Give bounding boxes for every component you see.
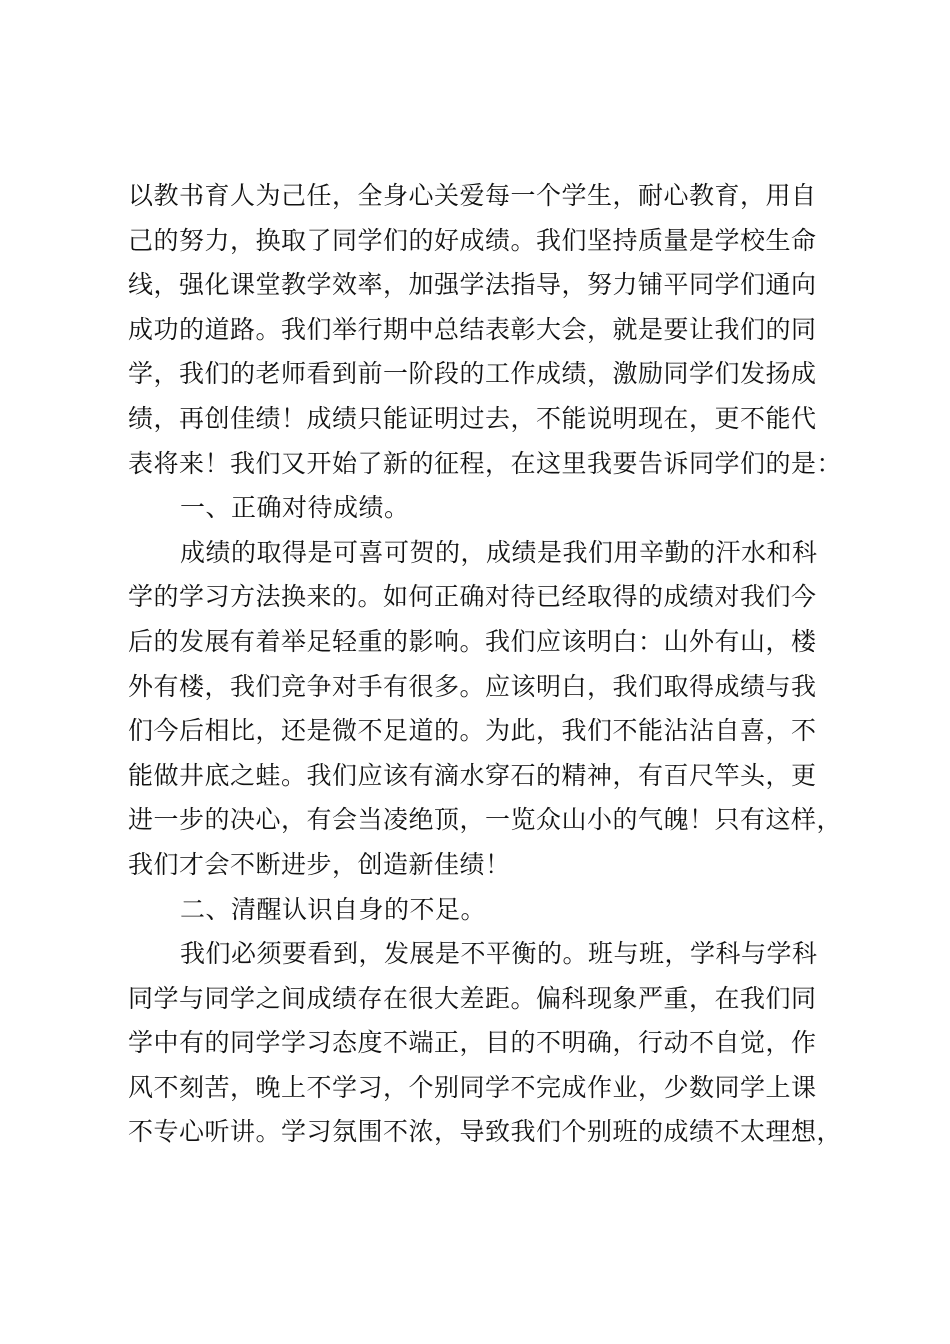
text-line: 线，强化课堂教学效率，加强学法指导，努力铺平同学们通向: [128, 270, 817, 300]
text-line: 成功的道路。我们举行期中总结表彰大会，就是要让我们的同: [128, 314, 817, 344]
text-line: 能做井底之蛙。我们应该有滴水穿石的精神，有百尺竿头，更: [128, 760, 817, 790]
text-line: 们今后相比，还是微不足道的。为此，我们不能沾沾自喜，不: [128, 716, 817, 746]
text-line: 我们才会不断进步，创造新佳绩！: [128, 849, 511, 879]
text-line: 学，我们的老师看到前一阶段的工作成绩，激励同学们发扬成: [128, 359, 817, 389]
text-line: 学中有的同学学习态度不端正，目的不明确，行动不自觉，作: [128, 1028, 817, 1058]
text-line: 绩，再创佳绩！成绩只能证明过去，不能说明现在，更不能代: [128, 403, 817, 433]
text-line: 外有楼，我们竞争对手有很多。应该明白，我们取得成绩与我: [128, 671, 817, 701]
text-line: 同学与同学之间成绩存在很大差距。偏科现象严重，在我们同: [128, 983, 817, 1013]
text-line: 成绩的取得是可喜可贺的，成绩是我们用辛勤的汗水和科: [180, 537, 818, 567]
section-heading: 一、正确对待成绩。: [180, 493, 410, 523]
document-body: [128, 174, 858, 1155]
text-line: 以教书育人为己任，全身心关爱每一个学生，耐心教育，用自: [128, 181, 817, 210]
text-line: 学的学习方法换来的。如何正确对待已经取得的成绩对我们今: [128, 582, 817, 612]
text-line: 表将来！我们又开始了新的征程，在这里我要告诉同学们的是：: [128, 448, 843, 478]
text-line: 进一步的决心，有会当凌绝顶，一览众山小的气魄！只有这样，: [128, 805, 843, 835]
text-line: 我们必须要看到，发展是不平衡的。班与班，学科与学科: [180, 939, 818, 969]
text-line: 己的努力，换取了同学们的好成绩。我们坚持质量是学校生命: [128, 225, 817, 255]
section-heading: 二、清醒认识自身的不足。: [180, 894, 487, 924]
text-line: 不专心听讲。学习氛围不浓，导致我们个别班的成绩不太理想，: [128, 1117, 843, 1147]
text-line: 风不刻苦，晚上不学习，个别同学不完成作业，少数同学上课: [128, 1072, 817, 1102]
text-line: 后的发展有着举足轻重的影响。我们应该明白：山外有山，楼: [128, 626, 817, 656]
